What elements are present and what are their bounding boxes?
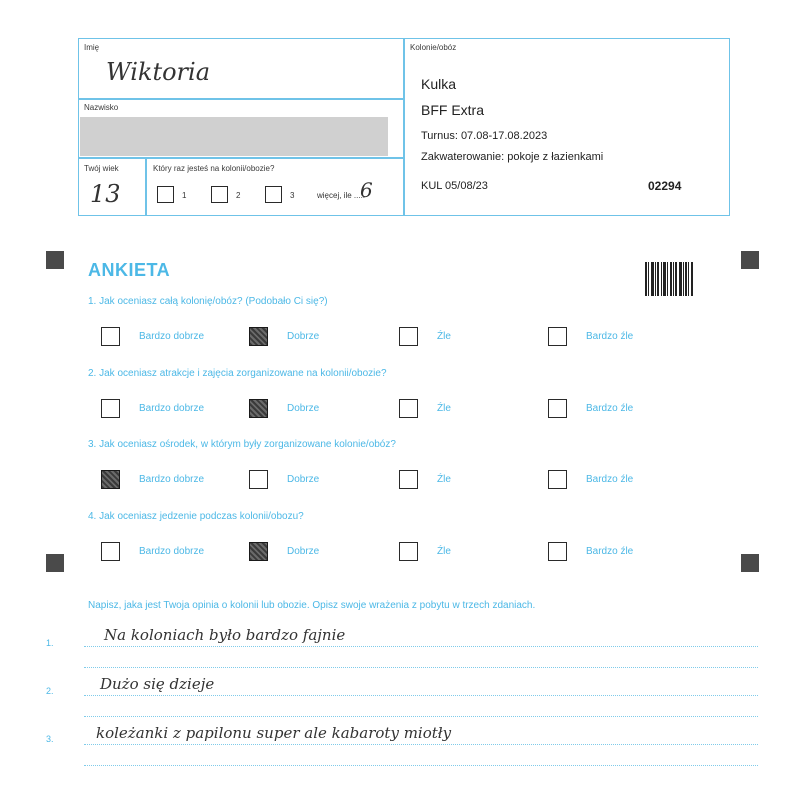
camp-code: KUL 05/08/23 — [421, 180, 488, 192]
opinion-prompt: Napisz, jaka jest Twoja opinia o kolonii lub obozie. Opisz swoje wrażenia z pobytu w trzech zdaniach. — [88, 600, 536, 611]
question-2-option-label-1: Bardzo dobrze — [139, 403, 205, 414]
alignment-marker-top-right — [741, 251, 759, 269]
question-1-option-label-4: Bardzo źle — [586, 331, 634, 342]
opinion-line-1[interactable]: Na koloniach było bardzo fajnie — [104, 626, 346, 644]
question-3-text: 3. Jak oceniasz ośrodek, w którym były zorganizowane kolonie/obóz? — [88, 439, 396, 450]
question-1-checkbox-2[interactable] — [249, 327, 268, 346]
alignment-marker-mid-right — [741, 554, 759, 572]
header-divider — [403, 38, 405, 216]
times-label: Który raz jesteś na kolonii/obozie? — [153, 164, 275, 173]
question-2-option-label-3: Źle — [437, 403, 451, 414]
question-2-checkbox-1[interactable] — [101, 399, 120, 418]
camp-name: Kulka — [421, 76, 457, 92]
surname-divider — [78, 157, 404, 159]
times-more-value[interactable]: 6 — [360, 178, 373, 202]
times-option-2: 2 — [236, 191, 241, 200]
camp-variant: BFF Extra — [421, 102, 485, 118]
question-2-text: 2. Jak oceniasz atrakcje i zajęcia zorganizowane na kolonii/obozie? — [88, 368, 387, 379]
question-2-checkbox-3[interactable] — [399, 399, 418, 418]
opinion-dotline-2b — [84, 716, 758, 717]
times-checkbox-3[interactable] — [265, 186, 282, 203]
alignment-marker-mid-left — [46, 554, 64, 572]
opinion-dotline-3b — [84, 765, 758, 766]
question-1-checkbox-1[interactable] — [101, 327, 120, 346]
surname-redacted — [80, 117, 388, 156]
times-checkbox-2[interactable] — [211, 186, 228, 203]
alignment-marker-top-left — [46, 251, 64, 269]
name-value[interactable]: Wiktoria — [106, 58, 211, 86]
question-4-option-label-1: Bardzo dobrze — [139, 546, 205, 557]
question-1-checkbox-4[interactable] — [548, 327, 567, 346]
times-more-label: więcej, ile ..... — [317, 191, 366, 200]
question-3-checkbox-3[interactable] — [399, 470, 418, 489]
barcode — [645, 262, 701, 296]
name-label: Imię — [84, 43, 100, 52]
age-value[interactable]: 13 — [90, 180, 121, 208]
question-1-checkbox-3[interactable] — [399, 327, 418, 346]
question-2-checkbox-4[interactable] — [548, 399, 567, 418]
survey-title: ANKIETA — [88, 260, 171, 280]
question-3-option-label-3: Źle — [437, 474, 451, 485]
question-4-checkbox-2[interactable] — [249, 542, 268, 561]
question-3-option-label-2: Dobrze — [287, 474, 320, 485]
age-label: Twój wiek — [84, 164, 119, 173]
question-4-option-label-2: Dobrze — [287, 546, 320, 557]
opinion-line-number-1: 1. — [46, 638, 54, 648]
opinion-line-2[interactable]: Dużo się dzieje — [100, 675, 215, 693]
surname-label: Nazwisko — [84, 103, 119, 112]
question-1-option-label-2: Dobrze — [287, 331, 320, 342]
question-3-option-label-4: Bardzo źle — [586, 474, 634, 485]
question-3-checkbox-2[interactable] — [249, 470, 268, 489]
question-4-text: 4. Jak oceniasz jedzenie podczas kolonii/obozu? — [88, 511, 304, 522]
times-checkbox-1[interactable] — [157, 186, 174, 203]
camp-label: Kolonie/obóz — [410, 43, 457, 52]
opinion-line-3[interactable]: koleżanki z papilonu super ale kabaroty miotły — [96, 724, 452, 742]
question-2-option-label-2: Dobrze — [287, 403, 320, 414]
name-divider — [78, 98, 404, 100]
question-4-option-label-4: Bardzo źle — [586, 546, 634, 557]
opinion-line-number-2: 2. — [46, 686, 54, 696]
question-4-checkbox-1[interactable] — [101, 542, 120, 561]
times-option-1: 1 — [182, 191, 187, 200]
opinion-line-number-3: 3. — [46, 734, 54, 744]
question-1-option-label-3: Źle — [437, 331, 451, 342]
accommodation: Zakwaterowanie: pokoje z łazienkami — [421, 151, 604, 163]
turnus-dates: Turnus: 07.08-17.08.2023 — [421, 130, 548, 142]
opinion-dotline-1b — [84, 667, 758, 668]
question-3-checkbox-4[interactable] — [548, 470, 567, 489]
opinion-dotline-1a — [84, 646, 758, 647]
question-3-option-label-1: Bardzo dobrze — [139, 474, 205, 485]
question-2-checkbox-2[interactable] — [249, 399, 268, 418]
times-option-3: 3 — [290, 191, 295, 200]
question-2-option-label-4: Bardzo źle — [586, 403, 634, 414]
question-3-checkbox-1[interactable] — [101, 470, 120, 489]
question-4-checkbox-4[interactable] — [548, 542, 567, 561]
opinion-dotline-3a — [84, 744, 758, 745]
question-1-option-label-1: Bardzo dobrze — [139, 331, 205, 342]
question-4-option-label-3: Źle — [437, 546, 451, 557]
opinion-dotline-2a — [84, 695, 758, 696]
order-number: 02294 — [648, 179, 682, 193]
question-4-checkbox-3[interactable] — [399, 542, 418, 561]
age-divider — [145, 157, 147, 216]
question-1-text: 1. Jak oceniasz całą kolonię/obóz? (Podobało Ci się?) — [88, 296, 328, 307]
